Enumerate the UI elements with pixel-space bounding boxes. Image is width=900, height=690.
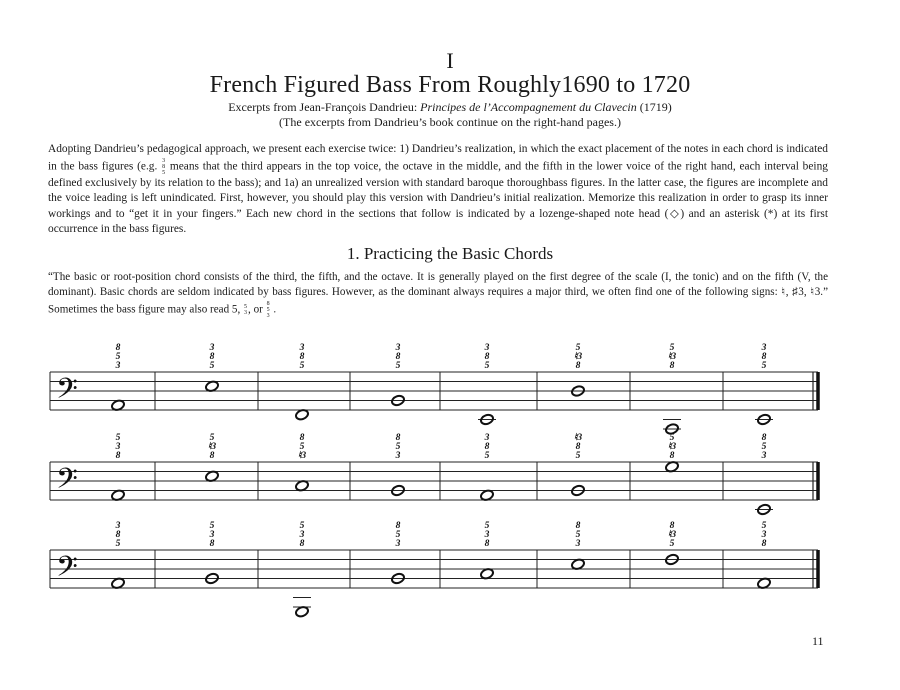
bass-figure: 5 bbox=[115, 352, 121, 362]
bass-figure: 8 bbox=[669, 521, 675, 531]
chapter-numeral: I bbox=[446, 48, 454, 73]
bass-figure: 8 bbox=[575, 521, 581, 531]
bass-figure: 3 bbox=[484, 433, 490, 443]
bass-figure: 3 bbox=[761, 343, 767, 353]
bass-clef-icon: 𝄢 bbox=[56, 550, 78, 591]
bass-figure: ♮3 bbox=[573, 433, 583, 443]
bass-figure: 8 bbox=[299, 539, 305, 549]
bass-figure: 3 bbox=[209, 530, 215, 540]
fig-mid: 8 bbox=[162, 163, 166, 170]
bass-figure: 8 bbox=[484, 352, 490, 362]
excerpt-year: (1719) bbox=[636, 100, 672, 114]
bass-figure: 8 bbox=[115, 530, 121, 540]
bass-figure: 8 bbox=[209, 352, 215, 362]
intro-text-part2: means that the third appears in the top voice, the octave in the middle, and the fifth in the lower voice of the right hand, each interval being defined exclusively by its relation to the bass); and 1a) an unrealized version with standard baroque thoroughbass figures. In the latter case, the figures are incomplete and the voice leading is left unindicated. First, however, you should play this version with Dandrieu’s initial realization. Memorize this realization in order to grasp its inner workings and to “get it in your fingers.” Each new chord in the sections that follow is indicated by a lozenge-shaped note head (◇) and an asterisk (*) at its first occurrence in the bass figures. bbox=[48, 160, 828, 236]
bass-figure: 5 bbox=[484, 361, 490, 371]
bass-figure: 3 bbox=[299, 343, 305, 353]
bass-figure: 5 bbox=[669, 433, 675, 443]
bass-figure: 5 bbox=[209, 521, 215, 531]
bass-figure: ♮3 bbox=[667, 442, 677, 452]
fig-bot: 5 bbox=[162, 169, 166, 176]
bass-figure: 8 bbox=[761, 352, 767, 362]
bass-figure: 3 bbox=[299, 530, 305, 540]
bass-figure: 3 bbox=[484, 530, 490, 540]
bass-figure: 8 bbox=[669, 361, 675, 371]
page-number: 11 bbox=[812, 634, 824, 648]
bass-figure: 3 bbox=[761, 451, 767, 461]
bass-figure: 8 bbox=[115, 451, 121, 461]
bass-figure: 8 bbox=[575, 361, 581, 371]
bass-figure: 5 bbox=[761, 442, 767, 452]
bass-clef-icon: 𝄢 bbox=[56, 462, 78, 503]
bass-figure: 5 bbox=[115, 539, 121, 549]
bass-figure: 5 bbox=[484, 521, 490, 531]
bass-figure: 5 bbox=[669, 539, 675, 549]
bass-figure: 5 bbox=[299, 442, 305, 452]
bass-figure: 3 bbox=[115, 521, 121, 531]
bass-figure: 3 bbox=[395, 451, 401, 461]
bass-figure: 5 bbox=[575, 451, 581, 461]
bass-figure: ♮3 bbox=[207, 442, 217, 452]
excerpt-work-title: Principes de l’Accompagnement du Clavecin bbox=[420, 100, 637, 114]
quote-sep: , or bbox=[248, 303, 266, 316]
bass-clef-icon: 𝄢 bbox=[56, 372, 78, 413]
bass-figure: 3 bbox=[484, 343, 490, 353]
bass-figure: 8 bbox=[395, 521, 401, 531]
bass-figure: 3 bbox=[115, 361, 121, 371]
bass-figure: 5 bbox=[299, 521, 305, 531]
bass-figure: 5 bbox=[395, 442, 401, 452]
bass-figure: 5 bbox=[575, 343, 581, 353]
bass-figure: 3 bbox=[395, 343, 401, 353]
bass-figure: 8 bbox=[484, 442, 490, 452]
bass-figure: 8 bbox=[299, 352, 305, 362]
bass-figure: 8 bbox=[209, 539, 215, 549]
bass-figure: 5 bbox=[484, 451, 490, 461]
bass-figure: 8 bbox=[669, 451, 675, 461]
bass-figure: ♮3 bbox=[297, 451, 307, 461]
bass-figure: 5 bbox=[115, 433, 121, 443]
excerpt-note: (The excerpts from Dandrieu’s book continue on the right-hand pages.) bbox=[279, 115, 621, 129]
fig-mid: 5 bbox=[266, 306, 270, 313]
bass-figure: 8 bbox=[575, 442, 581, 452]
fig-bot: 3 bbox=[266, 312, 270, 319]
section-heading: 1. Practicing the Basic Chords bbox=[346, 244, 554, 263]
bass-figure: 3 bbox=[115, 442, 121, 452]
bass-figure: ♮3 bbox=[667, 530, 677, 540]
chapter-title: French Figured Bass From Roughly1690 to 1720 bbox=[209, 72, 691, 98]
bass-figure: 3 bbox=[761, 530, 767, 540]
bass-figure: 5 bbox=[209, 433, 215, 443]
bass-figure: 8 bbox=[115, 343, 121, 353]
intro-text-part1: Adopting Dandrieu’s pedagogical approach, we present each exercise twice: 1) Dandrieu’s realization, in which the exact placement of the notes in each chord is indicated in the bass figures (e.g. bbox=[48, 143, 828, 173]
fig-bot: 3 bbox=[244, 309, 248, 316]
excerpt-prefix: Excerpts from Jean-François Dandrieu: bbox=[228, 100, 421, 114]
fig-top: 3 bbox=[162, 157, 166, 164]
bass-figure: ♮3 bbox=[573, 352, 583, 362]
bass-figure: 5 bbox=[209, 361, 215, 371]
fig-top: 5 bbox=[244, 303, 248, 310]
bass-figure: 5 bbox=[575, 530, 581, 540]
bass-figure: 5 bbox=[299, 361, 305, 371]
bass-figure: 8 bbox=[484, 539, 490, 549]
bass-figure: 5 bbox=[669, 343, 675, 353]
fig-top: 8 bbox=[266, 300, 270, 307]
bass-figure: 8 bbox=[395, 433, 401, 443]
quote-end: . bbox=[270, 303, 277, 316]
bass-figure: 3 bbox=[395, 539, 401, 549]
quote-text: “The basic or root-position chord consists of the third, the fifth, and the octave. It is generally played on the first degree of the scale (I, the tonic) and on the fifth (V, the dominant). Basic chords are seldom indicated by bass figures. However, as the dominant always requires a major third, we often find one of the following signs: ♮, ♯3, ♮3.” Sometimes the bass figure may also read 5, bbox=[48, 271, 828, 316]
bass-figure: 3 bbox=[209, 343, 215, 353]
bass-figure: 8 bbox=[761, 433, 767, 443]
bass-figure: 5 bbox=[395, 530, 401, 540]
bass-figure: 8 bbox=[761, 539, 767, 549]
bass-figure: 5 bbox=[761, 361, 767, 371]
bass-figure: 3 bbox=[575, 539, 581, 549]
bass-figure: 8 bbox=[395, 352, 401, 362]
bass-figure: 5 bbox=[395, 361, 401, 371]
bass-figure: 5 bbox=[761, 521, 767, 531]
bass-figure: ♮3 bbox=[667, 352, 677, 362]
bass-figure: 8 bbox=[209, 451, 215, 461]
bass-figure: 8 bbox=[299, 433, 305, 443]
